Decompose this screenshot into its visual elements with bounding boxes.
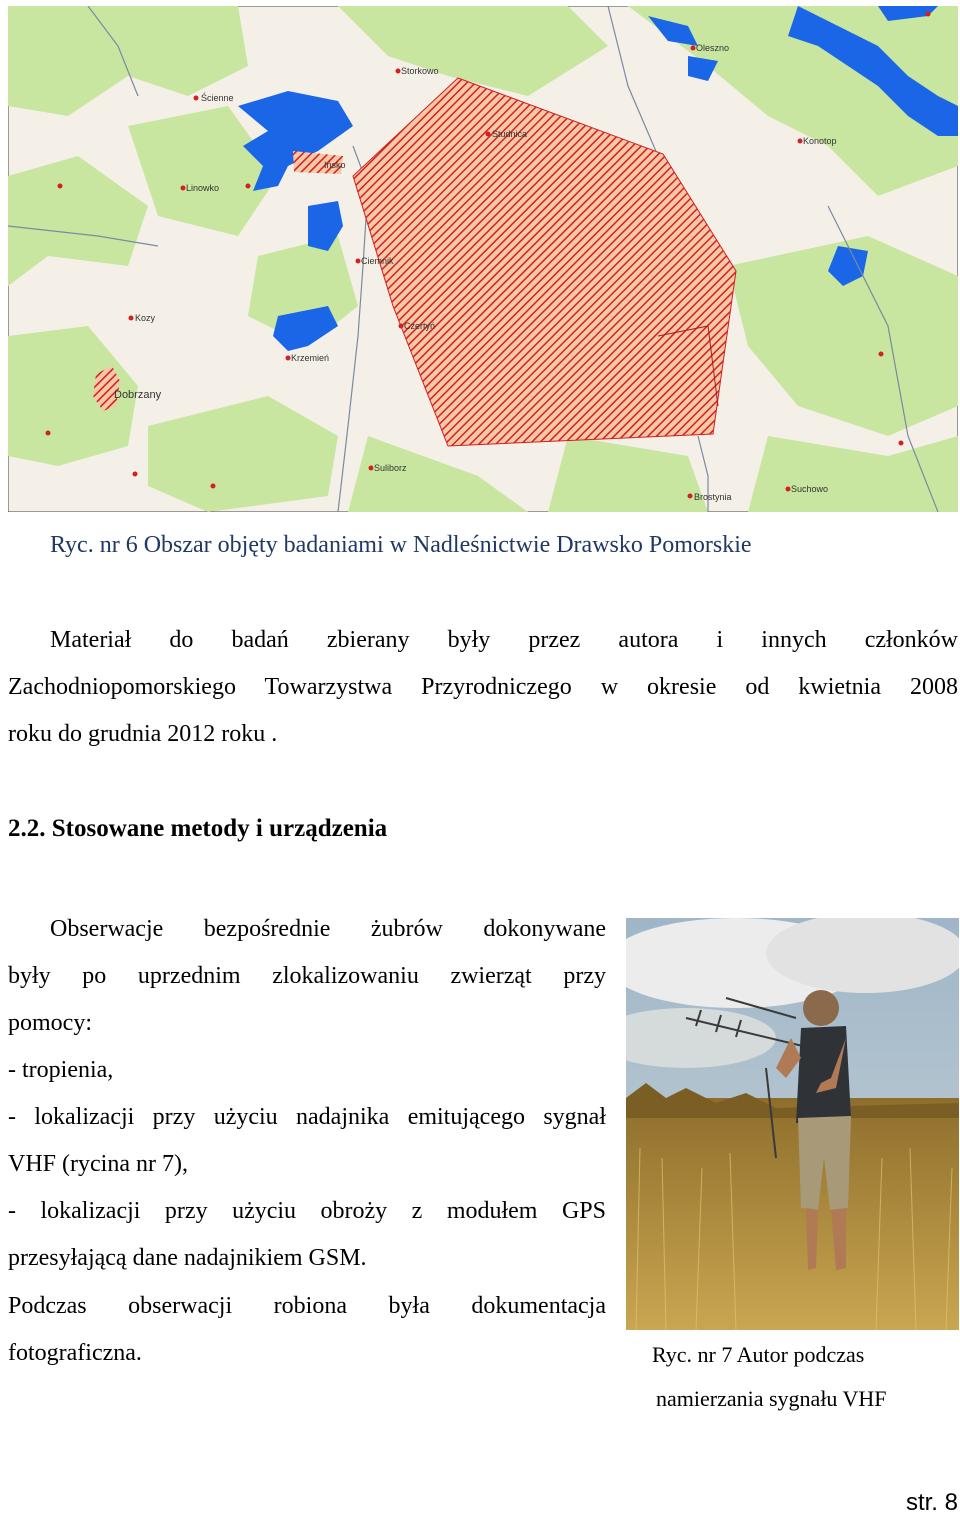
place-label: Suchowo	[791, 484, 829, 494]
person-head	[803, 990, 839, 1026]
methods-line-1: Obserwacje bezpośrednie żubrów dokonywane	[50, 916, 606, 942]
place-label: Studnica	[492, 129, 528, 139]
place-label: Ińsko	[324, 160, 346, 170]
intro-line-3: roku do grudnia 2012 roku .	[8, 721, 278, 747]
methods-line-2: były po uprzednim zlokalizowaniu zwierząt przy	[8, 963, 606, 989]
methods-line-10: fotograficzna.	[8, 1340, 142, 1366]
place-label: Konotop	[803, 136, 837, 146]
place-label: Kozy	[135, 313, 156, 323]
methods-line-6: VHF (rycina nr 7),	[8, 1151, 188, 1177]
figure7-caption-line-1: Ryc. nr 7 Autor podczas	[652, 1342, 865, 1367]
place-label: Linowko	[186, 183, 220, 193]
section-heading: 2.2. Stosowane metody i urządzenia	[8, 815, 388, 842]
photo-graphic	[626, 918, 959, 1330]
place-label: Storkowo	[401, 66, 439, 76]
person-shirt	[796, 1026, 851, 1123]
methods-line-9: Podczas obserwacji robiona była dokumentacja	[8, 1293, 606, 1319]
place-label: Suliborz	[374, 463, 407, 473]
grass-field	[626, 1098, 959, 1330]
intro-line-1: Materiał do badań zbierany były przez autora i innych członków	[50, 627, 958, 653]
methods-line-8: przesyłającą dane nadajnikiem GSM.	[8, 1245, 367, 1271]
methods-line-7: - lokalizacji przy użyciu obroży z modułem GPS	[8, 1198, 606, 1224]
place-label: Brostynia	[694, 492, 732, 502]
place-label: Ścienne	[201, 93, 234, 103]
figure7-caption-line-2: namierzania sygnału VHF	[656, 1386, 887, 1411]
figure6-caption: Ryc. nr 6 Obszar objęty badaniami w Nadleśnictwie Drawsko Pomorskie	[50, 532, 752, 558]
methods-line-5: - lokalizacji przy użyciu nadajnika emitującego sygnał	[8, 1104, 606, 1130]
intro-line-2: Zachodniopomorskiego Towarzystwa Przyrodniczego w okresie od kwietnia 2008	[8, 674, 958, 700]
study-area-map	[8, 6, 958, 512]
place-label: Oleszno	[696, 43, 730, 53]
map-graphic	[8, 6, 958, 512]
place-label: Czertyń	[404, 321, 436, 331]
place-label: Ciemnik	[361, 256, 394, 266]
author-photo	[626, 918, 959, 1330]
place-label: Krzemień	[291, 353, 330, 363]
methods-line-3: pomocy:	[8, 1010, 92, 1036]
page-number: str. 8	[905, 1489, 958, 1516]
place-label: Dobrzany	[114, 389, 162, 401]
methods-line-4: - tropienia,	[8, 1057, 114, 1083]
